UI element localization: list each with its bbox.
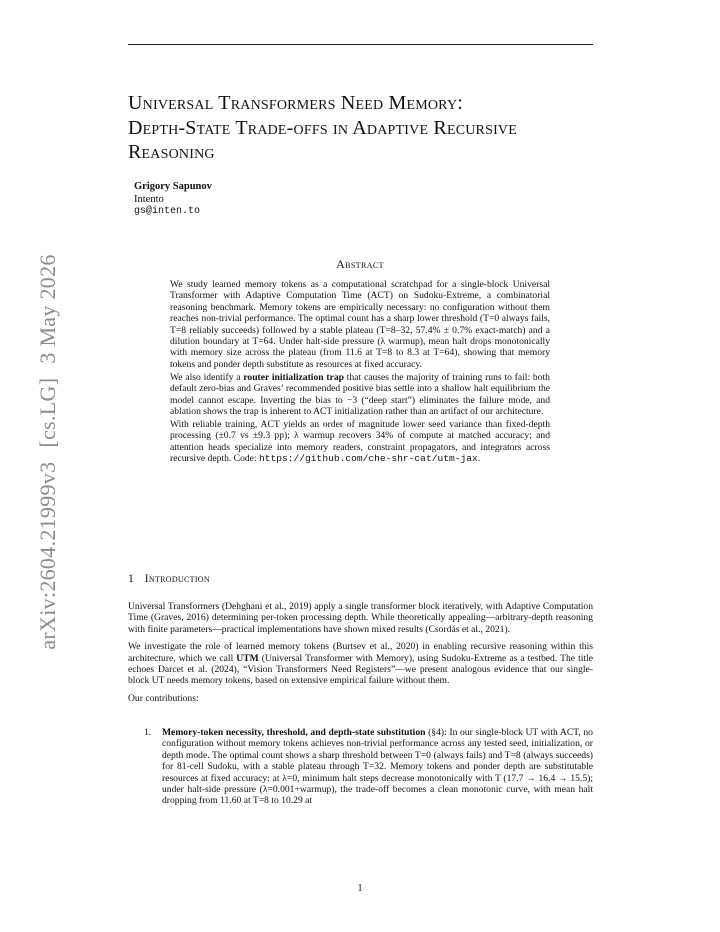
contribution-text: (§4): In our single-block UT with ACT, no configuration without memory tokens achieves non-trivial performance across any tested seed, initialization, or depth mode. The optimal count shows a sharp threshold between T=0 (always fails) and T=8 (always succeeds) for 81-cell Sudoku, with a stable plateau through T=32. Memory tokens and ponder depth are substitutable resources at fixed accuracy: at λ=0, minimum halt steps decrease monotonically with T (17.7 → 16.4 → 15.5); under halt-side pressure (λ=0.001+warmup), the trade-off becomes a clean monotonic curve, with mean halt dropping from 11.60 at T=8 to 10.29 at bbox=[162, 727, 593, 807]
arxiv-category: [cs.LG] bbox=[35, 377, 60, 448]
title-line: Universal Transformers Need Memory: bbox=[128, 92, 464, 114]
abstract-paragraph bbox=[170, 372, 550, 418]
contributions-list bbox=[138, 727, 593, 807]
arxiv-stamp bbox=[35, 254, 61, 649]
body-paragraph bbox=[128, 641, 593, 687]
paper-title bbox=[128, 91, 608, 165]
abstract bbox=[170, 279, 550, 466]
abstract-text: We also identify a bbox=[170, 371, 244, 383]
author-email[interactable]: gs@inten.to bbox=[134, 206, 201, 217]
author-name: Grigory Sapunov bbox=[134, 181, 212, 192]
top-rule bbox=[128, 44, 593, 45]
abstract-paragraph: We study learned memory tokens as a computational scratchpad for a single-block Universal Transformer with Adaptive Computation Time (ACT) on Sudoku-Extreme, a combinatorial reasoning benchmark. Memory tokens are empirically necessary: no configuration without them reaches non-trivial performance. The optimal count has a sharp lower threshold (T=0 always fails, T=8 reliably succeeds) followed by a stable plateau (T=8–32, 57.4% ± 0.7% exact-match) and a dilution boundary at T=64. Under halt-side pressure (λ warmup), mean halt drops monotonically with memory size across the plateau (from 11.6 at T=8 to 8.3 at T=64), showing that memory tokens and ponder depth substitute as resources at fixed accuracy. bbox=[170, 279, 550, 370]
body-emphasis: UTM bbox=[236, 652, 259, 664]
abstract-text: that causes the majority of training runs to fail: both default zero-bias and Graves’ recommended positive bias settle into a shallow halt equilibrium the model cannot escape. Inverting the bias to −3 (“deep start”) eliminates the failure mode, and ablation shows the trap is inherent to ACT initialization rather than an artifact of our architecture. bbox=[170, 371, 550, 417]
body-paragraph: Our contributions: bbox=[128, 692, 199, 704]
author-affiliation: Intento bbox=[134, 193, 164, 205]
body-text-span: (Universal Transformer with Memory), using Sudoku-Extreme as a testbed. The title echoes Darcet et al. (2024), “Vision Transformers Need Registers”—we present analogous evidence that our single-block UT needs memory tokens, based on extensive empirical failure without them. bbox=[128, 652, 593, 687]
title-line: Depth-State Trade-offs in Adaptive Recursive bbox=[128, 116, 517, 139]
abstract-emphasis: router initialization trap bbox=[243, 371, 344, 383]
page-number: 1 bbox=[357, 883, 363, 894]
arxiv-date: 3 May 2026 bbox=[35, 254, 60, 364]
body-text-span: We investigate the role of learned memory tokens (Burtsev et al., 2020) in enabling recursive reasoning within this architecture, which we call bbox=[128, 641, 593, 664]
code-link[interactable]: https://github.com/che-shr-cat/utm-jax bbox=[258, 453, 478, 465]
abstract-text: With reliable training, ACT yields an order of magnitude lower seed variance than fixed-depth processing (±0.7 vs ±9.3 pp); λ warmup recovers 34% of compute at matched accuracy; and attention heads specialize into memory readers, constraint propagators, and integrators across recursive depth. Code: bbox=[170, 418, 550, 465]
title-line: Reasoning bbox=[128, 141, 215, 163]
arxiv-id: arXiv:2604.21999v3 bbox=[35, 461, 60, 650]
body-text bbox=[128, 601, 593, 710]
author-block bbox=[134, 181, 212, 219]
abstract-paragraph bbox=[170, 419, 550, 465]
body-paragraph: Universal Transformers (Dehghani et al., 2019) apply a single transformer block iteratively, with Adaptive Computation Time (Graves, 2016) determining per-token processing depth. While theoretically appealing—arbitrary-depth reasoning with finite parameters—practical implementations have shown mixed results (Csordás et al., 2021). bbox=[128, 601, 593, 635]
list-marker: 1. bbox=[144, 727, 152, 738]
section-heading bbox=[128, 573, 210, 585]
contribution-title: Memory-token necessity, threshold, and depth-state substitution bbox=[162, 727, 426, 738]
contribution-item bbox=[138, 727, 593, 807]
abstract-heading: Abstract bbox=[336, 257, 384, 271]
section-title: Introduction bbox=[144, 573, 210, 585]
abstract-text: . bbox=[477, 453, 481, 465]
section-number: 1 bbox=[128, 573, 134, 585]
